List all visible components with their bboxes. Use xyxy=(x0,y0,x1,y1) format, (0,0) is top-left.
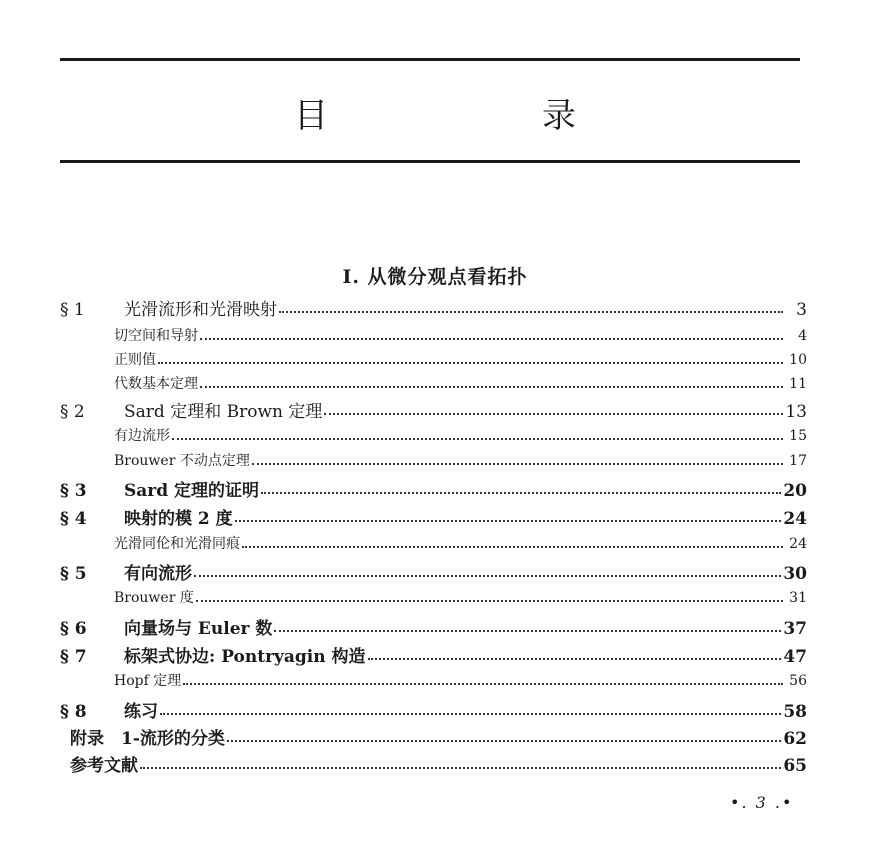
leader-dots xyxy=(196,600,783,602)
section-number: § 3 xyxy=(60,481,87,501)
toc-entry-subsection[interactable] xyxy=(114,425,807,445)
leader-dots xyxy=(183,683,783,685)
entry-title: 切空间和导射 xyxy=(114,328,198,344)
section-number: § 5 xyxy=(60,564,87,584)
entry-title: 光滑同伦和光滑同痕 xyxy=(114,536,240,552)
entry-page: 4 xyxy=(798,328,807,344)
toc-entry-subsection[interactable] xyxy=(114,670,807,690)
entry-page: 24 xyxy=(783,509,807,529)
entry-title: 有向流形 xyxy=(124,564,192,584)
entry-page: 3 xyxy=(796,300,807,320)
entry-title: 标架式协边: Pontryagin 构造 xyxy=(124,647,366,667)
entry-page: 15 xyxy=(789,428,807,444)
entry-title: 代数基本定理 xyxy=(114,376,198,392)
entry-page: 10 xyxy=(789,352,807,368)
toc-entry-section[interactable] xyxy=(60,614,807,639)
leader-dots xyxy=(200,386,783,388)
entry-title: 向量场与 Euler 数 xyxy=(124,619,273,639)
leader-dots xyxy=(242,546,783,548)
leader-dots xyxy=(200,338,783,340)
entry-title: Sard 定理的证明 xyxy=(124,481,260,501)
toc-entry-section[interactable] xyxy=(60,295,807,320)
toc-entry-section[interactable] xyxy=(60,559,807,584)
page-title: 目 录 xyxy=(294,96,666,136)
entry-page: 13 xyxy=(785,402,807,422)
entry-page: 62 xyxy=(783,729,807,749)
entry-title: 有边流形 xyxy=(114,428,170,444)
entry-page: 58 xyxy=(783,702,807,722)
section-number: § 1 xyxy=(60,300,85,320)
entry-page: 31 xyxy=(789,590,807,606)
entry-page: 30 xyxy=(783,564,807,584)
leader-dots xyxy=(324,413,783,415)
leader-dots xyxy=(194,575,781,577)
entry-title: Sard 定理和 Brown 定理 xyxy=(124,402,323,422)
toc-entry-section[interactable] xyxy=(60,697,807,722)
toc-entry-section[interactable] xyxy=(60,504,807,529)
entry-title: 参考文献 xyxy=(70,756,138,776)
section-number: § 8 xyxy=(60,702,87,722)
entry-page: 56 xyxy=(789,673,807,689)
section-number: § 2 xyxy=(60,402,85,422)
entry-page: 65 xyxy=(783,756,807,776)
page-number: •. 3 .• xyxy=(730,793,794,812)
leader-dots xyxy=(140,767,781,769)
section-number: § 6 xyxy=(60,619,87,639)
entry-title: 映射的模 2 度 xyxy=(124,509,233,529)
leader-dots xyxy=(274,630,781,632)
entry-title: 光滑流形和光滑映射 xyxy=(124,300,277,320)
entry-title: 正则值 xyxy=(114,352,156,368)
toc-entry-subsection[interactable] xyxy=(114,587,807,607)
toc-entry-subsection[interactable] xyxy=(114,450,807,470)
section-number: § 7 xyxy=(60,647,87,667)
entry-page: 20 xyxy=(783,481,807,501)
leader-dots xyxy=(252,463,783,465)
leader-dots xyxy=(261,492,781,494)
toc-entry-subsection[interactable] xyxy=(114,533,807,553)
entry-title: 附录 1-流形的分类 xyxy=(70,729,225,749)
top-rule xyxy=(60,58,800,61)
toc-entry-subsection[interactable] xyxy=(114,349,807,369)
toc-entry-section[interactable] xyxy=(60,397,807,422)
entry-page: 47 xyxy=(783,647,807,667)
entry-title: 练习 xyxy=(124,702,158,722)
leader-dots xyxy=(235,520,782,522)
toc-entry-section[interactable] xyxy=(60,476,807,501)
entry-page: 37 xyxy=(783,619,807,639)
leader-dots xyxy=(279,311,783,313)
entry-title: Brouwer 不动点定理 xyxy=(114,453,250,469)
toc-entry-appendix[interactable] xyxy=(70,724,807,749)
part-heading: I. 从微分观点看拓扑 xyxy=(342,266,528,288)
entry-page: 11 xyxy=(789,376,807,392)
bottom-rule xyxy=(60,160,800,163)
leader-dots xyxy=(158,362,783,364)
entry-title: Hopf 定理 xyxy=(114,673,182,689)
entry-page: 24 xyxy=(789,536,807,552)
leader-dots xyxy=(172,438,783,440)
leader-dots xyxy=(227,740,781,742)
entry-title: Brouwer 度 xyxy=(114,590,194,606)
table-of-contents xyxy=(0,295,870,795)
section-number: § 4 xyxy=(60,509,87,529)
toc-entry-references[interactable] xyxy=(70,751,807,776)
leader-dots xyxy=(368,658,782,660)
entry-page: 17 xyxy=(789,453,807,469)
toc-entry-section[interactable] xyxy=(60,642,807,667)
toc-entry-subsection[interactable] xyxy=(114,325,807,345)
leader-dots xyxy=(160,713,781,715)
toc-entry-subsection[interactable] xyxy=(114,373,807,393)
